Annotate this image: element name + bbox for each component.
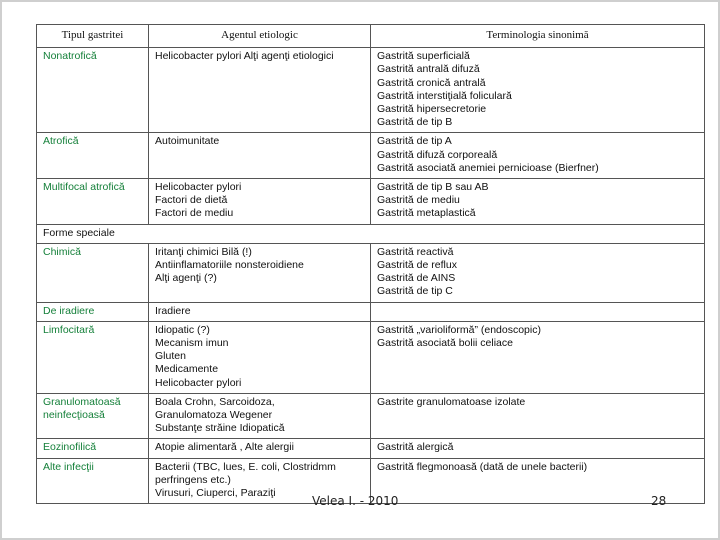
- type-label: Nonatrofică: [43, 50, 97, 63]
- table-row: [37, 302, 705, 321]
- agent-cell-line: Autoimunitate: [155, 135, 220, 148]
- terms-cell-line: Gastrită interstiţială foliculară: [377, 89, 512, 102]
- agent-cell-line: Iritanţi chimici Bilă (!): [155, 245, 252, 258]
- terms-cell-line: Gastrită metaplastică: [377, 207, 476, 220]
- section-row: [37, 224, 705, 243]
- terms-cell: [371, 48, 705, 133]
- agent-cell-line: Gluten: [155, 350, 186, 363]
- terms-cell: [371, 302, 705, 321]
- type-cell: [37, 458, 149, 504]
- agent-cell-line: Alţi agenţi (?): [155, 272, 217, 285]
- terms-cell-line: Gastrită cronică antrală: [377, 76, 486, 89]
- agent-cell-line: Helicobacter pylori: [155, 181, 242, 194]
- terms-cell-line: Gastrită flegmonoasă (dată de unele bacterii): [377, 460, 588, 473]
- type-cell: [37, 179, 149, 225]
- terms-cell-line: Gastrită de tip B sau AB: [377, 181, 489, 194]
- table-row: [37, 439, 705, 458]
- terms-cell: [371, 321, 705, 393]
- agent-cell-line: Granulomatoza Wegener: [155, 409, 273, 422]
- agent-cell: [149, 302, 371, 321]
- terms-cell: [371, 439, 705, 458]
- agent-cell-line: Mecanism imun: [155, 337, 229, 350]
- footer-author: Velea I. - 2010: [312, 494, 399, 508]
- table-row: [37, 321, 705, 393]
- gastritis-table: [36, 24, 705, 504]
- section-label: Forme speciale: [43, 226, 115, 239]
- header-row: [37, 25, 705, 48]
- agent-cell-line: Virusuri, Ciuperci, Paraziţi: [155, 487, 276, 500]
- type-cell: [37, 133, 149, 179]
- agent-cell: [149, 439, 371, 458]
- agent-cell-line: Boala Crohn, Sarcoidoza,: [155, 395, 275, 408]
- table-row: [37, 243, 705, 302]
- terms-cell-line: Gastrită asociată anemiei pernicioase (Bierfner): [377, 161, 599, 174]
- terms-cell-line: Gastrită de AINS: [377, 272, 456, 285]
- terms-cell-line: Gastrită alergică: [377, 441, 454, 454]
- table-row: [37, 179, 705, 225]
- agent-cell-line: Medicamente: [155, 363, 219, 376]
- type-label: Multifocal atrofică: [43, 181, 125, 194]
- table-row: [37, 48, 705, 133]
- terms-cell: [371, 393, 705, 439]
- type-cell-line: De iradiere: [43, 304, 95, 317]
- agent-cell-line: Factori de dietă: [155, 194, 228, 207]
- section-body: [37, 224, 705, 243]
- type-cell-line: Limfocitară: [43, 323, 95, 336]
- type-cell-line: Eozinofilică: [43, 441, 97, 454]
- header-type: Tipul gastritei: [37, 25, 149, 48]
- table-row: [37, 393, 705, 439]
- agent-cell-line: Helicobacter pylori Alţi agenţi etiologici: [155, 50, 334, 63]
- terms-cell: [371, 243, 705, 302]
- type-label: Atrofică: [43, 135, 79, 148]
- type-cell: [37, 439, 149, 458]
- terms-cell-line: Gastrită de tip B: [377, 116, 453, 129]
- section-label-cell: [37, 224, 705, 243]
- type-cell-line: Chimică: [43, 245, 81, 258]
- header-agent: Agentul etiologic: [149, 25, 371, 48]
- agent-cell-line: Bacterii (TBC, lues, E. coli, Clostridmm: [155, 460, 336, 473]
- type-cell: [37, 321, 149, 393]
- header-terminology: Terminologia sinonimă: [371, 25, 705, 48]
- terms-cell-line: Gastrite granulomatoase izolate: [377, 395, 526, 408]
- agent-cell-line: Helicobacter pylori: [155, 376, 242, 389]
- terms-cell: [371, 133, 705, 179]
- type-cell-line: neinfecţioasă: [43, 409, 105, 422]
- agent-cell: [149, 48, 371, 133]
- agent-cell-line: Substanţe străine Idiopatică: [155, 422, 285, 435]
- type-cell-line: Granulomatoasă: [43, 395, 121, 408]
- agent-cell-line: perfringens etc.): [155, 473, 231, 486]
- terms-cell-line: Gastrită „varioliformă” (endoscopic): [377, 323, 541, 336]
- agent-cell-line: Antiinflamatoriile nonsteroidiene: [155, 259, 304, 272]
- type-cell: [37, 302, 149, 321]
- terms-cell-line: Gastrită reactivă: [377, 245, 454, 258]
- terms-cell-line: Gastrită de tip C: [377, 285, 453, 298]
- terms-cell: [371, 179, 705, 225]
- terms-cell-line: Gastrită antrală difuză: [377, 63, 480, 76]
- table-row: [37, 133, 705, 179]
- agent-cell: [149, 321, 371, 393]
- table-body-main: [37, 48, 705, 224]
- agent-cell-line: Factori de mediu: [155, 207, 234, 220]
- type-cell-line: Alte infecţii: [43, 460, 94, 473]
- agent-cell: [149, 179, 371, 225]
- terms-cell-line: Gastrită de mediu: [377, 194, 460, 207]
- type-cell: [37, 48, 149, 133]
- agent-cell: [149, 393, 371, 439]
- terms-cell-line: Gastrită asociată bolii celiace: [377, 337, 513, 350]
- type-cell: [37, 393, 149, 439]
- agent-cell: [149, 243, 371, 302]
- type-cell: [37, 243, 149, 302]
- agent-cell-line: Iradiere: [155, 304, 191, 317]
- terms-cell-line: Gastrită de reflux: [377, 259, 457, 272]
- terms-cell-line: Gastrită de tip A: [377, 135, 452, 148]
- agent-cell: [149, 133, 371, 179]
- page-number: 28: [651, 494, 667, 508]
- agent-cell-line: Idiopatic (?): [155, 323, 210, 336]
- agent-cell-line: Atopie alimentară , Alte alergii: [155, 441, 294, 454]
- terms-cell-line: Gastrită superficială: [377, 50, 470, 63]
- terms-cell-line: Gastrită hipersecretorie: [377, 103, 487, 116]
- table-body-special: [37, 243, 705, 503]
- terms-cell-line: Gastrită difuză corporeală: [377, 148, 498, 161]
